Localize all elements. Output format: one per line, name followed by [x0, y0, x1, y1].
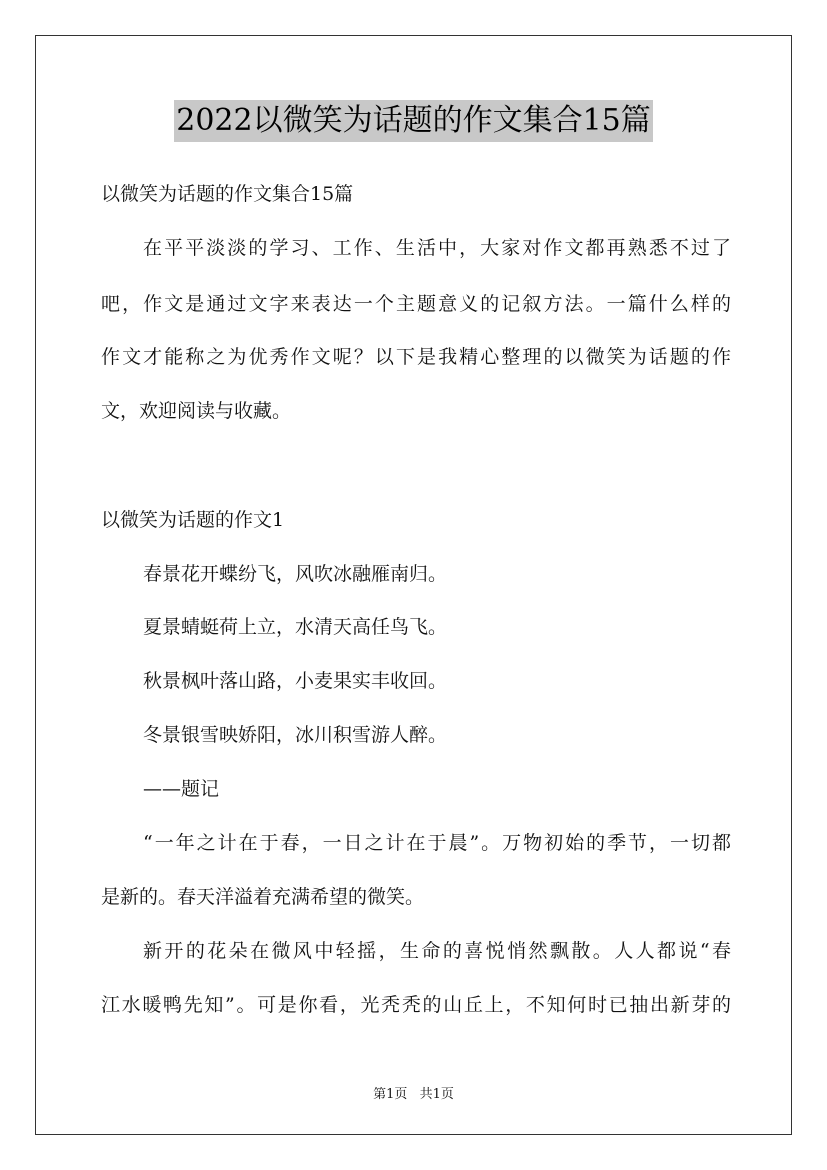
poem-line-4: 冬景银雪映娇阳，冰川积雪游人醉。: [143, 724, 448, 746]
page-number-current: 第1页: [373, 1087, 408, 1102]
para1-line-1: “一年之计在于春，一日之计在于晨”。万物初始的季节，一切都: [143, 832, 731, 854]
page-footer: [0, 1083, 827, 1102]
page-number-total: 共1页: [419, 1087, 454, 1102]
intro-line-1: 在平平淡淡的学习、工作、生活中，大家对作文都再熟悉不过了: [143, 237, 731, 259]
para2-line-2: 江水暖鸭先知”。可是你看，光秃秃的山丘上，不知何时已抽出新芽的: [101, 994, 731, 1016]
document-subtitle: 以微笑为话题的作文集合15篇: [101, 183, 354, 205]
intro-line-2: 吧，作文是通过文字来表达一个主题意义的记叙方法。一篇什么样的: [101, 293, 731, 315]
intro-line-4: 文，欢迎阅读与收藏。: [101, 400, 292, 422]
poem-line-1: 春景花开蝶纷飞，风吹冰融雁南归。: [143, 563, 448, 585]
poem-line-3: 秋景枫叶落山路，小麦果实丰收回。: [143, 670, 448, 692]
intro-line-3: 作文才能称之为优秀作文呢？以下是我精心整理的以微笑为话题的作: [101, 346, 731, 368]
title-wrap: [0, 100, 827, 142]
document-title: 2022以微笑为话题的作文集合15篇: [174, 100, 653, 142]
poem-line-2: 夏景蜻蜓荷上立，水清天高任鸟飞。: [143, 616, 448, 638]
para2-line-1: 新开的花朵在微风中轻摇，生命的喜悦悄然飘散。人人都说“春: [143, 940, 731, 962]
para1-line-2: 是新的。春天洋溢着充满希望的微笑。: [101, 886, 425, 908]
section-heading: 以微笑为话题的作文1: [101, 509, 285, 531]
epigraph: ——题记: [143, 778, 220, 800]
